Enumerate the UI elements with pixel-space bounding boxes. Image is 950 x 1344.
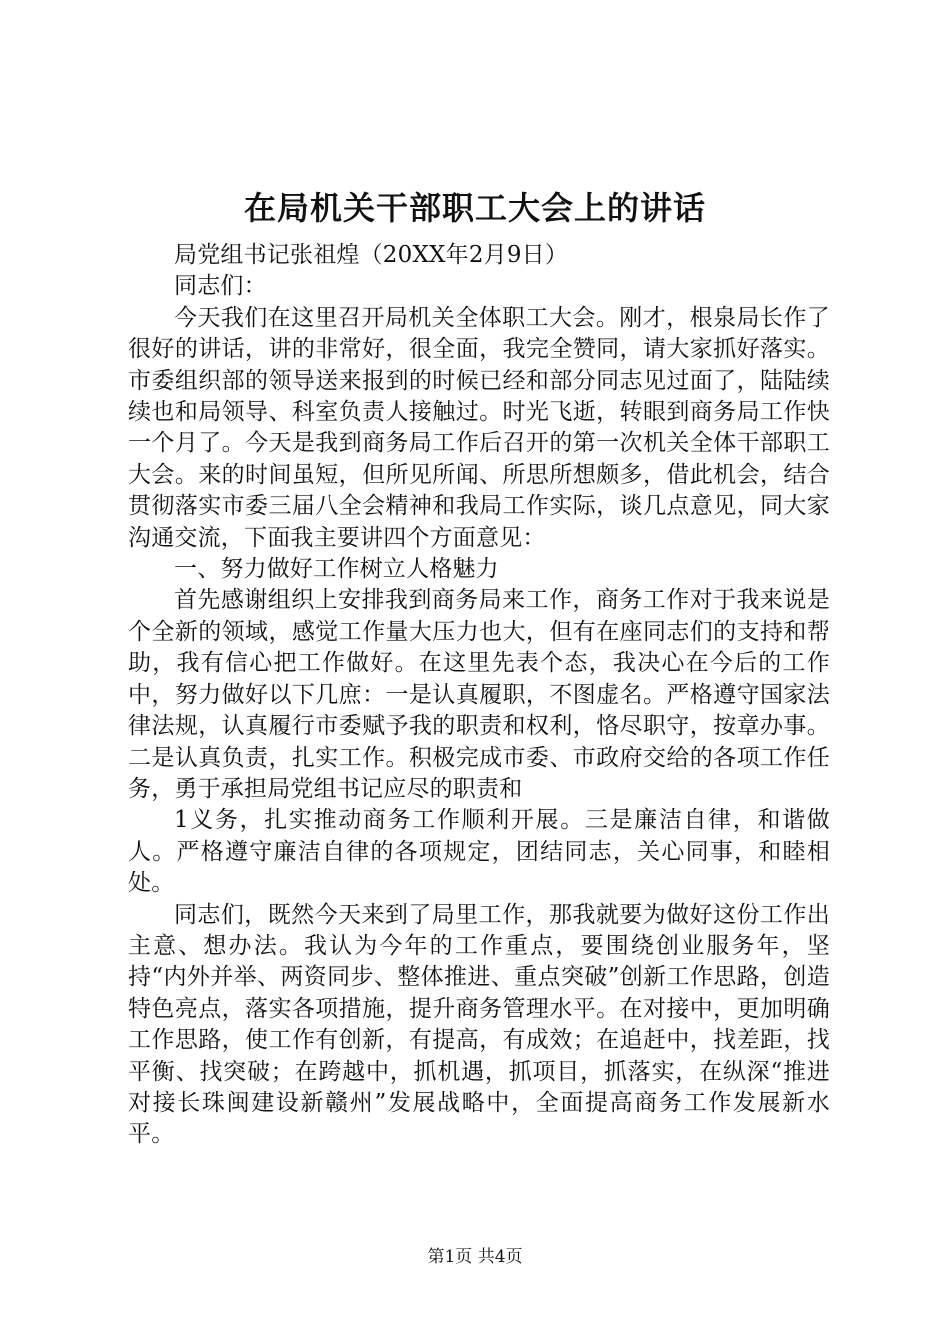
salutation: 同志们： xyxy=(174,273,267,300)
section-heading: 一、努力做好工作树立人格魅力 xyxy=(174,556,499,583)
page-indicator: 第1页 共4页 xyxy=(427,1247,523,1267)
document-body xyxy=(128,240,830,1151)
document-title: 在局机关干部职工大会上的讲话 xyxy=(243,189,706,227)
paragraph-opening: 今天我们在这里召开局机关全体职工大会。刚才，根泉局长作了很好的讲话，讲的非常好，很全面，我完全赞同，请大家抓好落实。市委组织部的领导送来报到的时候已经和部分同志见过面了，陆陆续续也和局领导、科室负责人接触过。时光飞逝，转眼到商务局工作快一个月了。今天是我到商务局工作后召开的第一次机关全体干部职工大会。来的时间虽短，但所见所闻、所思所想颇多，借此机会，结合贯彻落实市委三届八全会精神和我局工作实际，谈几点意见，同大家沟通交流，下面我主要讲四个方面意见： xyxy=(128,304,830,551)
paragraph-commitment: 首先感谢组织上安排我到商务局来工作，商务工作对于我来说是个全新的领域，感觉工作量大压力也大，但有在座同志们的支持和帮助，我有信心把工作做好。在这里先表个态，我决心在今后的工作中，努力做好以下几庶：一是认真履职，不图虚名。严格遵守国家法律法规，认真履行市委赋予我的职责和权利，恪尽职守，按章办事。二是认真负责，扎实工作。积极完成市委、市政府交给的各项工作任务，勇于承担局党组书记应尽的职责和 xyxy=(128,587,830,802)
paragraph-continuation: 1义务，扎实推动商务工作顺利开展。三是廉洁自律，和谐做人。严格遵守廉洁自律的各项规定，团结同志，关心同事，和睦相处。 xyxy=(128,807,830,897)
byline: 局党组书记张祖煌（20XX年2月9日） xyxy=(174,242,569,268)
paragraph-work-focus: 同志们，既然今天来到了局里工作，那我就要为做好这份工作出主意、想办法。我认为今年的工作重点，要围绕创业服务年，坚持“内外并举、两资同步、整体推进、重点突破”创新工作思路，创造特色亮点，落实各项措施，提升商务管理水平。在对接中，更加明确工作思路，使工作有创新，有提高，有成效；在追赶中，找差距，找平衡、找突破；在跨越中，抓机遇，抓项目，抓落实，在纵深“推进对接长珠闽建设新赣州”发展战略中，全面提高商务工作发展新水平。 xyxy=(128,901,830,1148)
